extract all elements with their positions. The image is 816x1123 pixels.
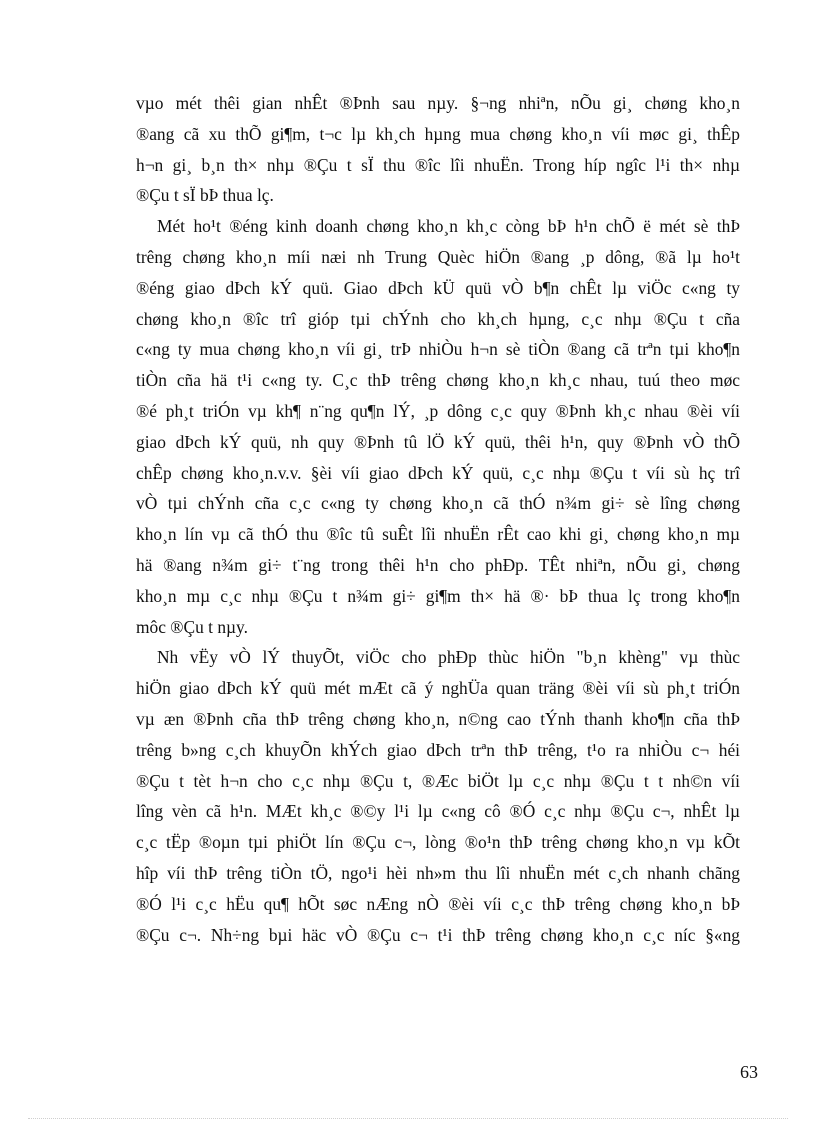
text-line: ®é ph¸t triÓn vµ kh¶ n¨ng qu¶n lÝ, ¸p dông c¸c quy ®Þnh kh¸c nhau ®èi víi [136,400,740,421]
text-line: hä ®ang n¾m gi÷ t¨ng trong thêi h¹n cho phÐp. TÊt nhiªn, nÕu gi¸ chøng [136,554,740,575]
body-text [136,88,740,950]
paragraph-first-line: Mét ho¹t ®éng kinh doanh chøng kho¸n kh¸c còng bÞ h¹n chÕ ë mét sè thÞ [157,216,740,237]
text-line: môc ®Çu t nµy. [136,616,248,637]
text-line: chÊp chøng kho¸n.v.v. §èi víi giao dÞch kÝ quü, c¸c nhµ ®Çu t víi sù hç trî [136,462,740,483]
text-line: vÒ tµi chÝnh cña c¸c c«ng ty chøng kho¸n cã thÓ n¾m gi÷ sè lîng chøng [136,493,740,514]
text-line: ®Çu t tèt h¬n cho c¸c nhµ ®Çu t, ®Æc biÖt lµ c¸c nhµ ®Çu t t nh©n víi [136,770,740,791]
text-line: ®Çu t sÏ bÞ thua lç. [136,185,274,206]
text-line: hiÖn giao dÞch kÝ quü mét mÆt cã ý nghÜa quan träng ®èi víi sù ph¸t triÓn [136,678,740,699]
text-line: kho¸n mµ c¸c nhµ ®Çu t n¾m gi÷ gi¶m th× hä ®· bÞ thua lç trong kho¶n [136,585,740,606]
text-line: ®Ó l¹i c¸c hËu qu¶ hÕt søc nÆng nÒ ®èi víi c¸c thÞ trêng chøng kho¸n bÞ [136,893,740,914]
text-line: hîp víi thÞ trêng tiÒn tÖ, ngo¹i hèi nh»m thu lîi nhuËn mét c¸ch nhanh chãng [136,862,740,883]
text-line: h¬n gi¸ b¸n th× nhµ ®Çu t sÏ thu ®îc lîi nhuËn. Trong híp ngîc l¹i th× nhµ [136,154,740,175]
text-line: trêng b»ng c¸ch khuyÕn khÝch giao dÞch trªn thÞ trêng, t¹o ra nhiÒu c¬ héi [136,739,740,760]
text-line: giao dÞch kÝ quü, nh quy ®Þnh tû lÖ kÝ quü, thêi h¹n, quy ®Þnh vÒ thÕ [136,431,740,452]
text-line: ®Çu c¬. Nh÷ng bµi häc vÒ ®Çu c¬ t¹i thÞ trêng chøng kho¸n c¸c níc §«ng [136,924,740,945]
paragraph-first-line: Nh vËy vÒ lÝ thuyÕt, viÖc cho phÐp thùc hiÖn "b¸n khèng" vµ thùc [157,647,740,668]
text-line: vµo mét thêi gian nhÊt ®Þnh sau nµy. §¬ng nhiªn, nÕu gi¸ chøng kho¸n [136,93,740,113]
text-line: lîng vèn cã h¹n. MÆt kh¸c ®©y l¹i lµ c«ng cô ®Ó c¸c nhµ ®Çu c¬, nhÊt lµ [136,801,740,822]
text-line: ®ang cã xu thÕ gi¶m, t¬c lµ kh¸ch hµng mua chøng kho¸n víi møc gi¸ thÊp [136,123,740,144]
text-line: trêng chøng kho¸n míi næi nh Trung Quèc hiÖn ®ang ¸p dông, ®ã lµ ho¹t [136,246,740,267]
page-number: 63 [740,1062,758,1082]
text-line: tiÒn cña hä t¹i c«ng ty. C¸c thÞ trêng chøng kho¸n kh¸c nhau, tuú theo møc [136,370,740,391]
text-line: vµ æn ®Þnh cña thÞ trêng chøng kho¸n, n©ng cao tÝnh thanh kho¶n cña thÞ [136,708,740,729]
text-line: ®éng giao dÞch kÝ quü. Giao dÞch kÜ quü vÒ b¶n chÊt lµ viÖc c«ng ty [136,277,740,298]
text-line: c«ng ty mua chøng kho¸n víi gi¸ trÞ nhiÒu h¬n sè tiÒn ®ang cã trªn tµi kho¶n [136,339,740,360]
text-line: kho¸n lín vµ cã thÓ thu ®îc tû suÊt lîi nhuËn rÊt cao khi gi¸ chøng kho¸n mµ [136,524,740,545]
footer-divider [28,1118,788,1119]
text-line: chøng kho¸n ®îc trî gióp tµi chÝnh cho kh¸ch hµng, c¸c nhµ ®Çu t cña [136,308,740,329]
text-line: c¸c tËp ®oµn tµi phiÖt lín ®Çu c¬, lòng ®o¹n thÞ trêng chøng kho¸n vµ kÕt [136,832,740,853]
